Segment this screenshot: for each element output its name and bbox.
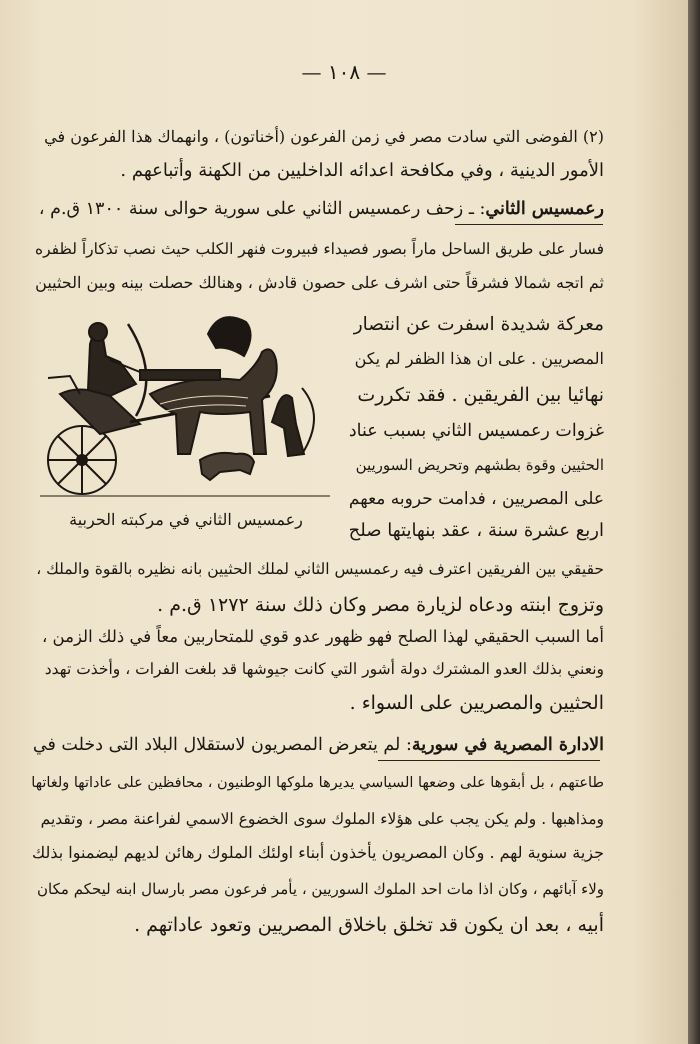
section1-line-2: ثم اتجه شمالا فشرقاً حتى اشرف على حصون قادش ، وهنالك حصلت بينه وبين الحثيين <box>35 273 604 292</box>
footnote-line-2: الأمور الدينية ، وفي مكافحة اعدائه الداخليين من الكهنة وأتباعهم . <box>120 160 604 181</box>
section2-line: ولاء آبائهم ، وكان اذا مات احد الملوك السوريين ، يأمر فرعون مصر بارسال ابنه ليحكم مكان <box>37 880 604 898</box>
page-edge <box>688 0 700 1044</box>
section1-narrow-line: معركة شديدة اسفرت عن انتصار <box>353 314 604 335</box>
footnote-line-1: (٢) الفوضى التي سادت مصر في زمن الفرعون (أخناتون) ، وانهماك هذا الفرعون في <box>44 127 604 146</box>
section1-narrow-line: نهائيا بين الفريقين . فقد تكررت <box>357 384 604 406</box>
page-number: — ١٠٨ — <box>301 60 387 84</box>
section1-line-5: أما السبب الحقيقي لهذا الصلح فهو ظهور عدو قوي للمتحاربين معاً في ذلك الزمن ، <box>41 627 604 646</box>
section1-narrow-line: غزوات رعمسيس الثاني بسبب عناد <box>348 421 604 441</box>
section1-narrow-line: على المصريين ، فدامت حروبه معهم <box>348 489 604 509</box>
section1-line-6: ونعني بذلك العدو المشترك دولة أشور التي كانت جيوشها قد بلغت الفرات ، وأخذت تهدد <box>44 660 604 678</box>
section1-line-3: حقيقي بين الفريقين اعترف فيه رعمسيس الثاني لملك الحثيين بانه نظيره بالقوة والملك ، <box>36 560 604 578</box>
figure-caption: رعمسيس الثاني في مركبته الحربية <box>69 510 303 529</box>
section2-heading: الادارة المصرية في سورية <box>411 735 604 755</box>
section1-line-1: فسار على طريق الساحل ماراً بصور فصيداء فبيروت فنهر الكلب حيث نصب تذكاراً لظفره <box>34 240 604 258</box>
section2-line: أبيه ، بعد ان يكون قد تخلق باخلاق المصريين وتعود عاداتهم . <box>134 914 604 936</box>
heading-underline <box>378 760 600 761</box>
section1-narrow-line: اربع عشرة سنة ، عقد بنهايتها صلح <box>348 520 604 541</box>
section1-heading: رعمسيس الثاني <box>485 199 604 219</box>
chariot-illustration <box>40 304 332 504</box>
section2-heading-line <box>32 732 604 758</box>
heading-underline <box>455 224 603 225</box>
section1-narrow-line: المصريين . على ان هذا الظفر لم يكن <box>354 349 604 368</box>
section2-line: ومذاهبها . ولم يكن يجب على هؤلاء الملوك سوى الخضوع الاسمي لفراعنة مصر ، وتقديم <box>40 810 604 828</box>
section1-heading-rest: : ـ زحف رعمسيس الثاني على سورية حوالى سنة ١٣٠٠ ق.م ، <box>38 199 486 219</box>
section1-line-7: الحثيين والمصريين على السواء . <box>349 692 604 714</box>
section2-line: جزية سنوية لهم . وكان المصريون يأخذون أبناء اولئك الملوك رهائن لديهم ليضمنوا بذلك <box>32 843 604 862</box>
section2-line: طاعتهم ، بل أبقوها على وضعها السياسي يديرها ملوكها الوطنيون ، محافظين على عاداتها ولغاتها <box>31 775 604 791</box>
section2-heading-rest: : لم يتعرض المصريون لاستقلال البلاد التى دخلت في <box>32 735 412 755</box>
section1-narrow-line: الحثيين وقوة بطشهم وتحريض السوريين <box>355 456 604 474</box>
section1-heading-line <box>32 196 604 222</box>
section1-line-4: وتزوج ابنته ودعاه لزيارة مصر وكان ذلك سنة ١٢٧٢ ق.م . <box>157 594 604 616</box>
